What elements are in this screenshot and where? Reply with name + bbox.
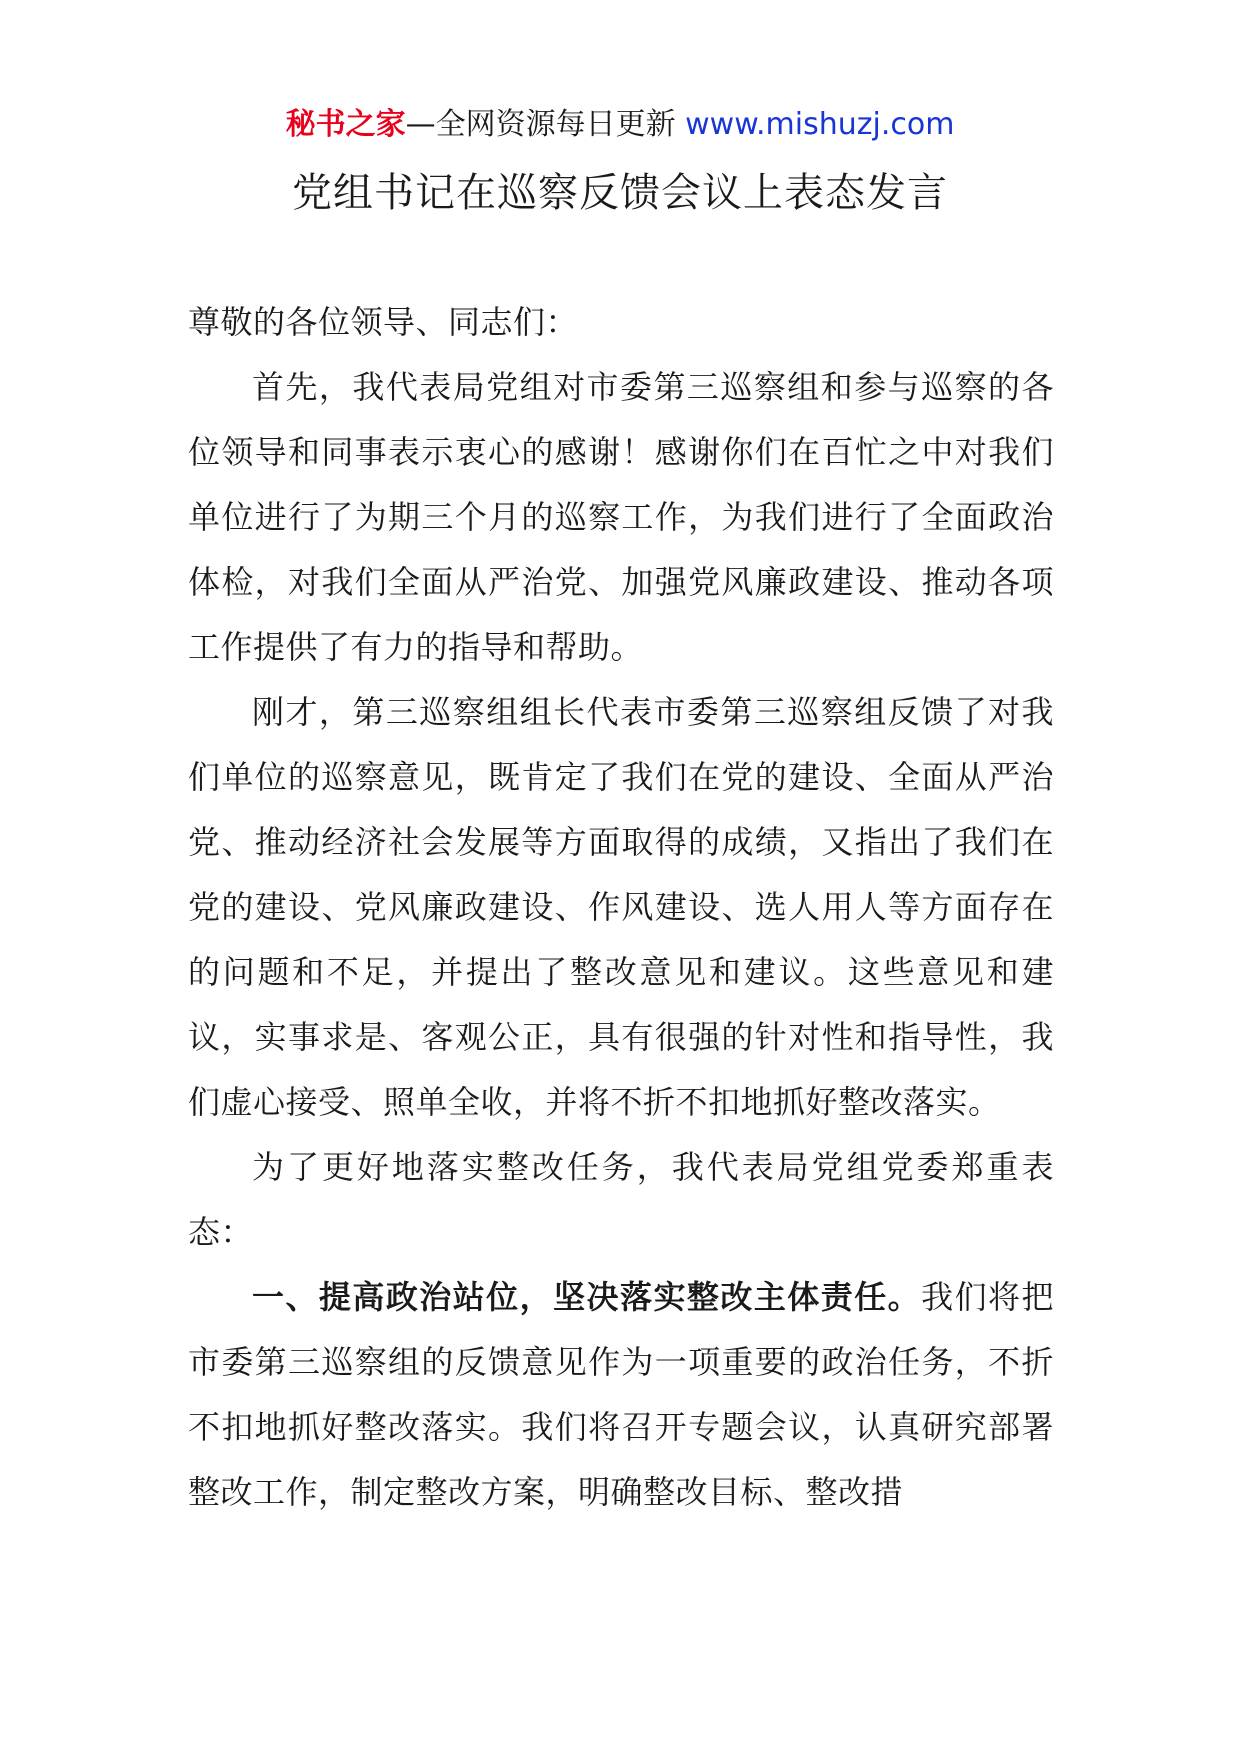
point-one-text: 我们将把市委第三巡察组的反馈意见作为一项重要的政治任务，不折不扣地抓好整改落实。我们将召开专题会议，认真研究部署整改工作，制定整改方案，明确整改目标、整改措 xyxy=(188,1278,1054,1511)
paragraph-pledge-intro: 为了更好地落实整改任务，我代表局党组党委郑重表态： xyxy=(188,1148,1054,1251)
brand-tagline: —全网资源每日更新 xyxy=(405,107,686,142)
salutation: 尊敬的各位领导、同志们： xyxy=(188,303,579,341)
watermark-banner xyxy=(0,103,1240,147)
brand-name: 秘书之家 xyxy=(285,107,406,142)
paragraph-feedback: 刚才，第三巡察组组长代表市委第三巡察组反馈了对我们单位的巡察意见，既肯定了我们在党的建设、全面从严治党、推动经济社会发展等方面取得的成绩，又指出了我们在党的建设、党风廉政建设、作风建设、选人用人等方面存在的问题和不足，并提出了整改意见和建议。这些意见和建议，实事求是、客观公正，具有很强的针对性和指导性，我们虚心接受、照单全收，并将不折不扣地抓好整改落实。 xyxy=(188,693,1054,1121)
brand-url: www.mishuzj.com xyxy=(685,107,955,142)
document-title: 党组书记在巡察反馈会议上表态发言 xyxy=(292,170,948,216)
paragraph-point-one xyxy=(188,1265,1054,1525)
document-body xyxy=(188,290,1054,1525)
paragraph-thanks: 首先，我代表局党组对市委第三巡察组和参与巡察的各位领导和同事表示衷心的感谢！感谢你们在百忙之中对我们单位进行了为期三个月的巡察工作，为我们进行了全面政治体检，对我们全面从严治党、加强党风廉政建设、推动各项工作提供了有力的指导和帮助。 xyxy=(188,368,1054,666)
point-one-heading: 一、提高政治站位，坚决落实整改主体责任。 xyxy=(252,1278,922,1316)
